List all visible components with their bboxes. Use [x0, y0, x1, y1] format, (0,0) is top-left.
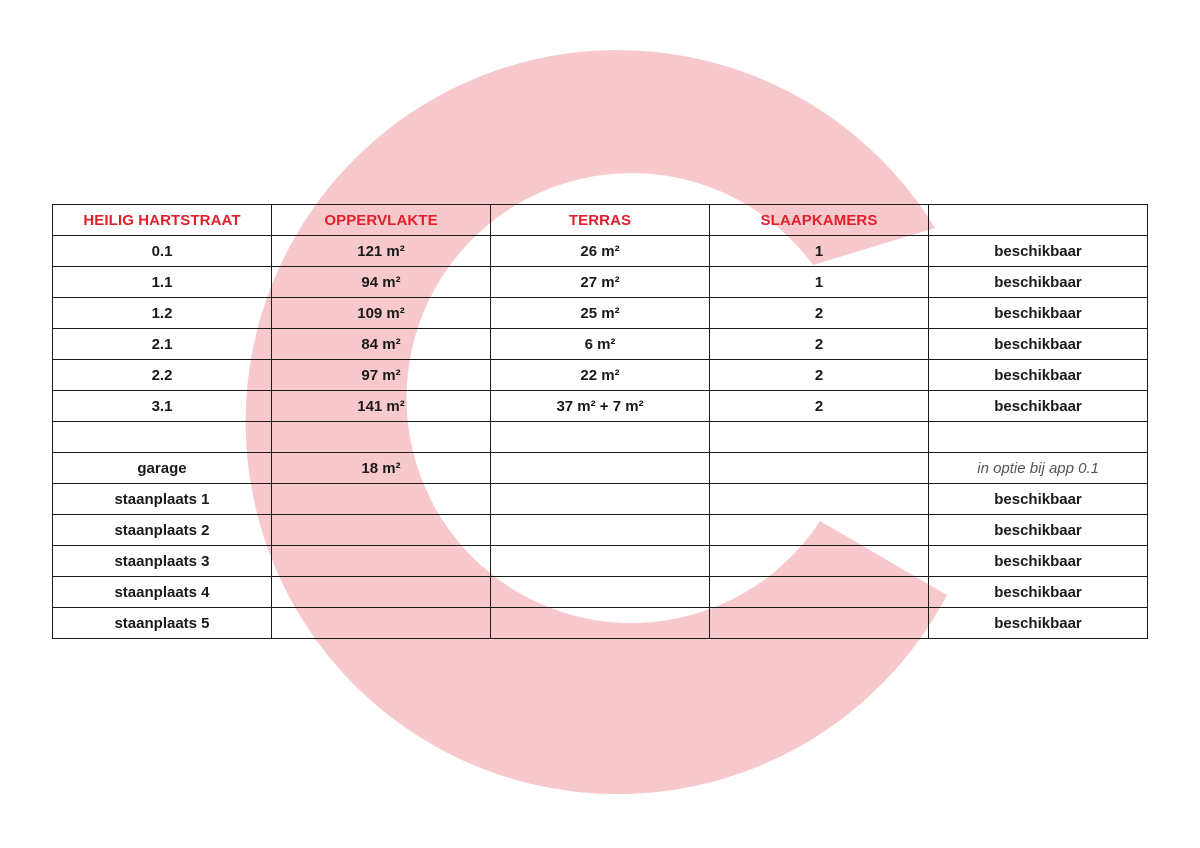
bedrooms-cell — [710, 515, 929, 546]
header-terrace: TERRAS — [491, 205, 710, 236]
table-row — [53, 236, 1148, 267]
unit-cell: staanplaats 3 — [53, 546, 272, 577]
terrace-cell: 25 m² — [491, 298, 710, 329]
bedrooms-cell: 2 — [710, 360, 929, 391]
status-cell: beschikbaar — [929, 391, 1148, 422]
bedrooms-cell — [710, 422, 929, 453]
bedrooms-cell: 2 — [710, 329, 929, 360]
unit-cell: 0.1 — [53, 236, 272, 267]
status-cell: beschikbaar — [929, 267, 1148, 298]
terrace-cell — [491, 546, 710, 577]
status-cell: beschikbaar — [929, 608, 1148, 639]
surface-cell: 121 m² — [272, 236, 491, 267]
header-surface: OPPERVLAKTE — [272, 205, 491, 236]
table-row — [53, 515, 1148, 546]
bedrooms-cell — [710, 546, 929, 577]
unit-cell: staanplaats 1 — [53, 484, 272, 515]
bedrooms-cell — [710, 484, 929, 515]
bedrooms-cell: 1 — [710, 267, 929, 298]
surface-cell: 94 m² — [272, 267, 491, 298]
surface-cell: 109 m² — [272, 298, 491, 329]
availability-table — [52, 204, 1148, 639]
status-cell — [929, 422, 1148, 453]
status-cell: beschikbaar — [929, 546, 1148, 577]
table-row — [53, 577, 1148, 608]
bedrooms-cell: 1 — [710, 236, 929, 267]
unit-cell: 1.1 — [53, 267, 272, 298]
unit-cell: garage — [53, 453, 272, 484]
terrace-cell — [491, 422, 710, 453]
terrace-cell: 6 m² — [491, 329, 710, 360]
table-row — [53, 267, 1148, 298]
status-note-cell: in optie bij app 0.1 — [929, 453, 1148, 484]
unit-cell: 2.1 — [53, 329, 272, 360]
terrace-cell: 26 m² — [491, 236, 710, 267]
status-cell: beschikbaar — [929, 484, 1148, 515]
surface-cell — [272, 577, 491, 608]
table-row — [53, 329, 1148, 360]
bedrooms-cell: 2 — [710, 298, 929, 329]
surface-cell — [272, 515, 491, 546]
table-row — [53, 391, 1148, 422]
terrace-cell — [491, 484, 710, 515]
terrace-cell — [491, 515, 710, 546]
bedrooms-cell — [710, 453, 929, 484]
terrace-cell: 22 m² — [491, 360, 710, 391]
surface-cell — [272, 546, 491, 577]
unit-cell: staanplaats 4 — [53, 577, 272, 608]
terrace-cell: 27 m² — [491, 267, 710, 298]
surface-cell: 141 m² — [272, 391, 491, 422]
status-cell: beschikbaar — [929, 577, 1148, 608]
status-cell: beschikbaar — [929, 360, 1148, 391]
unit-cell: staanplaats 2 — [53, 515, 272, 546]
table-row — [53, 608, 1148, 639]
terrace-cell — [491, 608, 710, 639]
table-row — [53, 546, 1148, 577]
terrace-cell — [491, 577, 710, 608]
table-row — [53, 298, 1148, 329]
status-cell: beschikbaar — [929, 236, 1148, 267]
unit-cell: 3.1 — [53, 391, 272, 422]
header-street: HEILIG HARTSTRAAT — [53, 205, 272, 236]
bedrooms-cell — [710, 577, 929, 608]
header-status — [929, 205, 1148, 236]
surface-cell: 84 m² — [272, 329, 491, 360]
table-row — [53, 484, 1148, 515]
surface-cell: 97 m² — [272, 360, 491, 391]
table-row-empty — [53, 422, 1148, 453]
table-row — [53, 360, 1148, 391]
header-bedrooms: SLAAPKAMERS — [710, 205, 929, 236]
unit-cell: staanplaats 5 — [53, 608, 272, 639]
table-header-row — [53, 205, 1148, 236]
surface-cell — [272, 484, 491, 515]
surface-cell — [272, 422, 491, 453]
status-cell: beschikbaar — [929, 515, 1148, 546]
surface-cell — [272, 608, 491, 639]
bedrooms-cell — [710, 608, 929, 639]
table-row — [53, 453, 1148, 484]
status-cell: beschikbaar — [929, 329, 1148, 360]
unit-cell: 1.2 — [53, 298, 272, 329]
bedrooms-cell: 2 — [710, 391, 929, 422]
unit-cell — [53, 422, 272, 453]
status-cell: beschikbaar — [929, 298, 1148, 329]
surface-cell: 18 m² — [272, 453, 491, 484]
terrace-cell — [491, 453, 710, 484]
terrace-cell: 37 m² + 7 m² — [491, 391, 710, 422]
unit-cell: 2.2 — [53, 360, 272, 391]
